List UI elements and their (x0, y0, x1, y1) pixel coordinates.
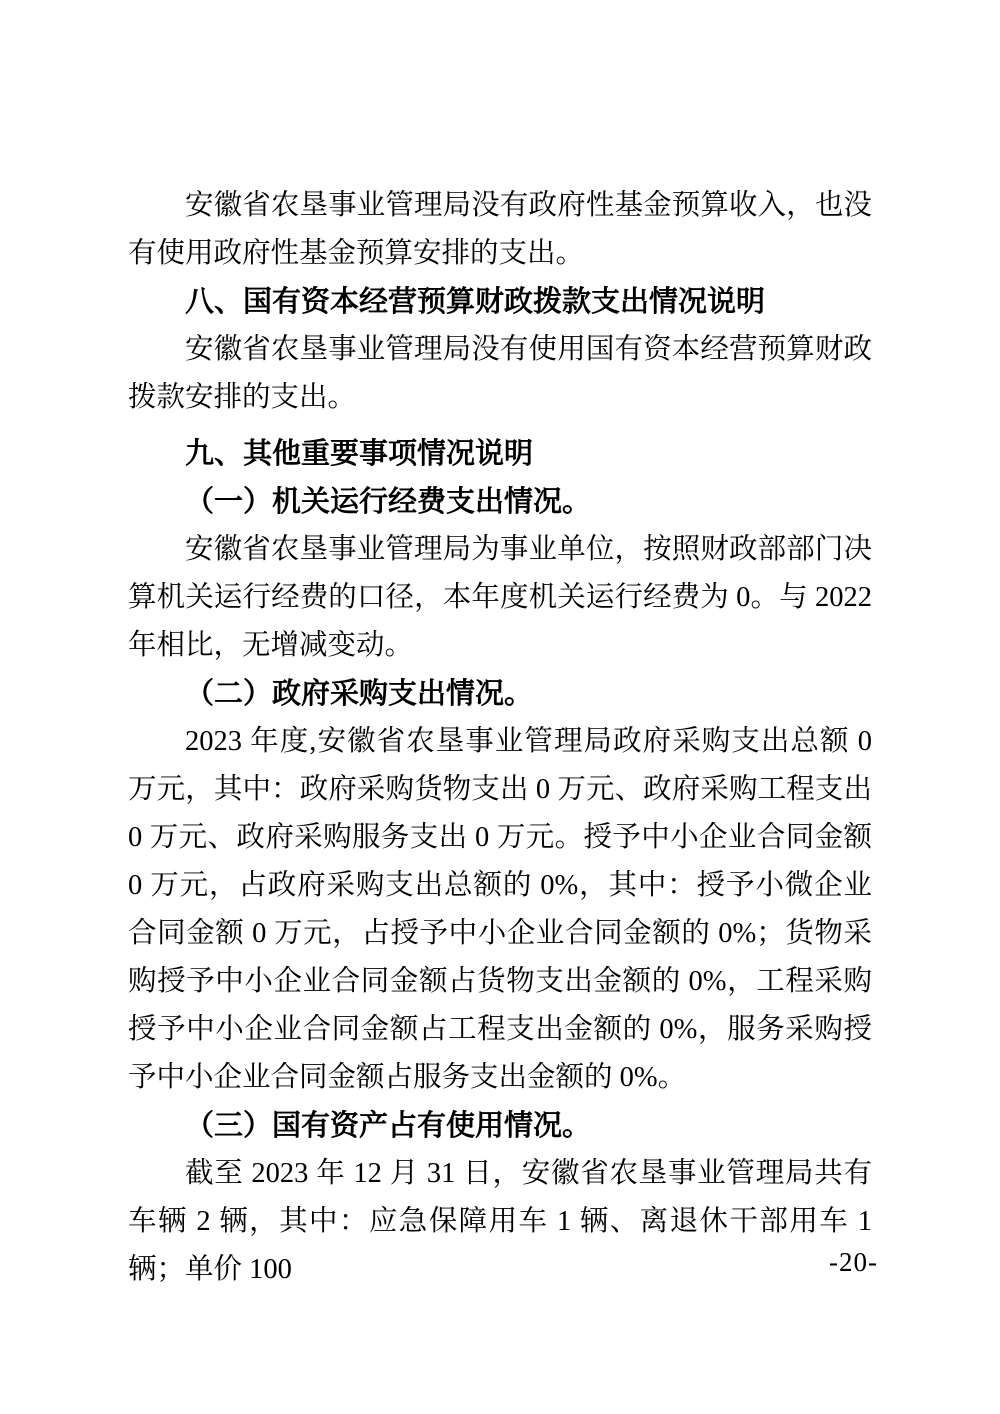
para-gov-procurement-detail: 2023 年度,安徽省农垦事业管理局政府采购支出总额 0 万元，其中：政府采购货物支出 0 万元、政府采购工程支出 0 万元、政府采购服务支出 0 万元。授予中小企业合同金额 0 万元，占政府采购支出总额的 0%，其中：授予小微企业合同金额 0 万元，占授予中小企业合同金额的 0%；货物采购授予中小企业合同金额占货物支出金额的 0%，工程采购授予中小企业合同金额占工程支出金额的 0%，服务采购授予中小企业合同金额占服务支出金额的 0%。 (128, 726, 872, 1093)
heading-section-8-state-capital: 八、国有资本经营预算财政拨款支出情况说明 (185, 286, 766, 318)
para-state-capital-expenditure: 安徽省农垦事业管理局没有使用国有资本经营预算财政拨款安排的支出。 (128, 334, 872, 413)
para-agency-operating-expense: 安徽省农垦事业管理局为事业单位，按照财政部部门决算机关运行经费的口径，本年度机关运行经费为 0。与 2022 年相比，无增减变动。 (128, 534, 872, 661)
heading-sub-1-agency-operating-expense: （一）机关运行经费支出情况。 (185, 486, 592, 518)
para-gov-fund-budget: 安徽省农垦事业管理局没有政府性基金预算收入，也没有使用政府性基金预算安排的支出。 (128, 190, 872, 269)
para-state-assets-vehicles: 截至 2023 年 12 月 31 日，安徽省农垦事业管理局共有车辆 2 辆，其中：应急保障用车 1 辆、离退休干部用车 1 辆；单价 100 (128, 1158, 872, 1285)
heading-sub-2-gov-procurement: （二）政府采购支出情况。 (185, 678, 534, 710)
heading-sub-3-state-assets: （三）国有资产占有使用情况。 (185, 1110, 592, 1142)
page-number: -20- (829, 1247, 878, 1277)
document-body (128, 182, 872, 1294)
heading-section-9-other-items: 九、其他重要事项情况说明 (185, 438, 534, 470)
